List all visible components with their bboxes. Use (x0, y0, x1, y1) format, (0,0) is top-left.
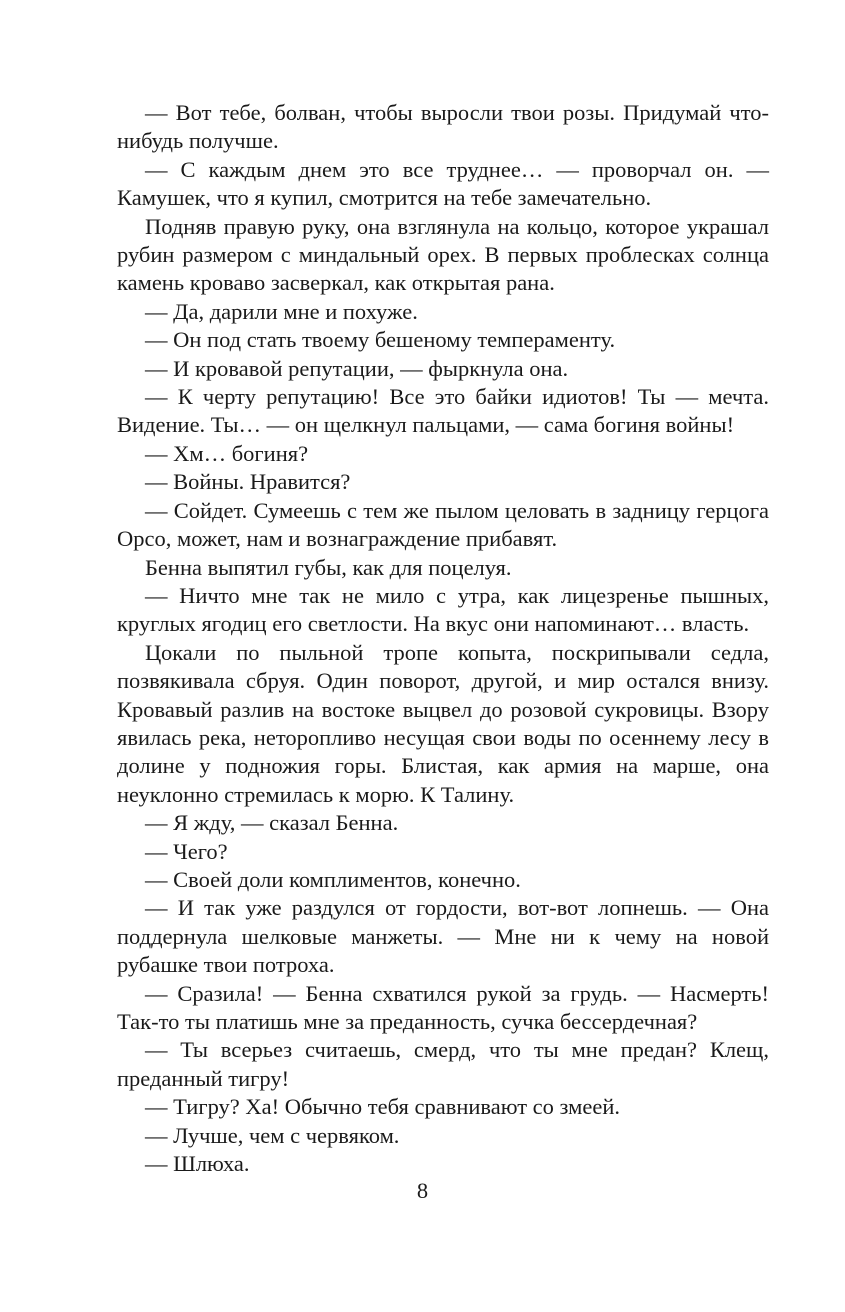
paragraph-1: — Вот тебе, болван, чтобы выросли твои розы. Придумай что-нибудь получше. (117, 100, 769, 154)
paragraph-5: — Он под стать твоему бешеному темпераменту. (145, 327, 616, 353)
paragraph-7: — К черту репутацию! Все это байки идиотов! Ты — мечта. Видение. Ты… — он щелкнул пальцами, — сама богиня войны! (117, 384, 769, 438)
paragraph-12: — Ничто мне так не мило с утра, как лицезренье пышных, круглых ягодиц его светлости. На вкус они напоминают… власть. (117, 582, 769, 637)
paragraph-14: — Я жду, — сказал Бенна. (145, 810, 399, 836)
paragraph-17: — И так уже раздулся от гордости, вот-вот лопнешь. — Она поддернула шелковые манжеты. — Мне ни к чему на новой рубашке твои потроха. (117, 895, 769, 978)
paragraph-18: — Сразила! — Бенна схватился рукой за грудь. — Насмерть! Так-то ты платишь мне за преданность, сучка бессердечная? (117, 980, 769, 1034)
page-body (117, 99, 769, 1178)
paragraph-22: — Шлюха. (145, 1151, 250, 1177)
page-number: 8 (416, 1178, 429, 1203)
paragraph-11: Бенна выпятил губы, как для поцелуя. (145, 554, 512, 580)
paragraph-10: — Сойдет. Сумеешь с тем же пылом целовать в задницу герцога Орсо, может, нам и вознаграждение прибавят. (117, 497, 769, 552)
paragraph-9: — Войны. Нравится? (145, 469, 351, 495)
paragraph-6: — И кровавой репутации, — фыркнула она. (145, 355, 569, 381)
paragraph-20: — Тигру? Ха! Обычно тебя сравнивают со змеей. (145, 1094, 620, 1120)
paragraph-4: — Да, дарили мне и похуже. (145, 298, 418, 324)
paragraph-2: — С каждым днем это все труднее… — проворчал он. — Камушек, что я купил, смотрится на тебе замечательно. (117, 156, 769, 211)
paragraph-13: Цокали по пыльной тропе копыта, поскрипывали седла, позвякивала сбруя. Один поворот, другой, и мир остался внизу. Кровавый разлив на востоке выцвел до розовой сукровицы. Взору явилась река, неторопливо несущая свои воды по осеннему лесу в долине у подножия горы. Блистая, как армия на марше, она неуклонно стремилась к морю. К Талину. (117, 639, 769, 807)
paragraph-16: — Своей доли комплиментов, конечно. (145, 866, 521, 892)
paragraph-21: — Лучше, чем с червяком. (145, 1122, 400, 1148)
paragraph-8: — Хм… богиня? (145, 440, 309, 466)
paragraph-15: — Чего? (145, 838, 228, 864)
paragraph-3: Подняв правую руку, она взглянула на кольцо, которое украшал рубин размером с миндальный орех. В первых проблесках солнца камень кроваво засверкал, как открытая рана. (117, 213, 769, 296)
paragraph-19: — Ты всерьез считаешь, смерд, что ты мне предан? Клещ, преданный тигру! (117, 1037, 769, 1091)
